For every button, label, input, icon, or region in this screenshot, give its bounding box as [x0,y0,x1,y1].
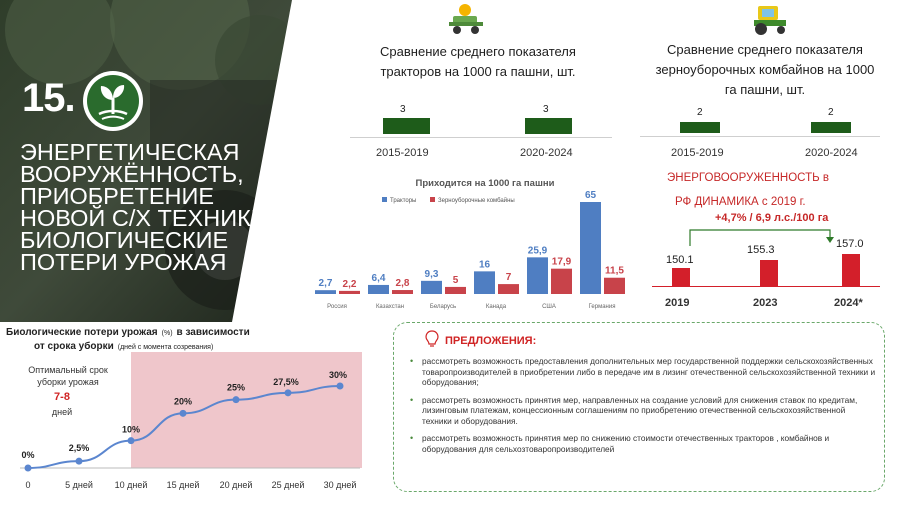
bullet-icon: • [410,356,414,366]
loss-point [128,437,135,444]
country-label: Казахстан [375,304,405,310]
loss-point [25,465,32,472]
slide-number: 15. [22,76,75,120]
combines-bar-2015 [680,122,720,133]
bar-combines [498,284,519,294]
loss-value-label: 10% [121,424,141,435]
combines-bar-2020 [811,122,851,133]
bar-value-label: 2,7 [318,278,333,290]
bar-combines [604,278,625,294]
energy-year-2023: 2023 [753,297,778,309]
tractor-icon [748,2,792,36]
bar-chart-title: Приходится на 1000 га пашни [415,178,555,189]
bar-combines [392,290,413,294]
loss-value-label: 2,5% [68,443,90,454]
loss-point [337,383,344,390]
bar-value-label: 16 [478,259,491,271]
energy-axis [652,286,880,287]
slide-title: ЭНЕРГЕТИЧЕСКАЯ ВООРУЖЁННОСТЬ, ПРИОБРЕТЕНИЕ НОВОЙ С/Х ТЕХНИКИ И БИОЛОГИЧЕСКИЕ ПОТЕРИ УРОЖАЯ [20,139,292,275]
country-label: Германия [588,304,616,310]
loss-title-line1: Биологические потери урожая (%) в зависимости [6,327,250,338]
bar-value-label: 65 [584,190,597,201]
optimal-term-range: 7-8 [54,391,70,403]
bar-value-label: 2,2 [342,278,357,290]
country-label: Россия [327,304,347,310]
crop-loss-line-chart [0,322,375,505]
bar-value-label: 6,4 [371,272,386,284]
energy-year-2024: 2024* [834,297,863,309]
energy-growth-label: +4,7% / 6,9 л.с./100 га [715,212,829,224]
title-panel [0,0,300,322]
bar-value-label: 5 [452,274,459,286]
bar-value-label: 7 [505,272,512,284]
bar-combines [339,291,360,294]
bar-value-label: 25,9 [527,245,548,257]
loss-value-label: 25% [226,382,246,393]
bar-combines [445,287,466,294]
lightbulb-icon [425,330,439,348]
tractors-value-2020: 3 [543,104,549,115]
combines-period-label-2020: 2020-2024 [805,147,858,159]
combine-harvester-icon [445,2,487,36]
energy-bar-2019 [672,268,690,286]
loss-point [233,396,240,403]
tractors-comparison-title: Сравнение среднего показателя тракторов на 1000 га пашни, шт. [380,44,576,79]
loss-x-tick-label: 30 дней [323,480,357,490]
bar-tractors [474,271,495,294]
country-label: Беларусь [429,304,457,310]
late-harvest-shaded-region [131,352,362,468]
tractors-period-label-2020: 2020-2024 [520,147,573,159]
bar-value-label: 2,8 [395,278,410,290]
country-label: США [542,304,556,310]
energy-bar-2023 [760,260,778,286]
combines-value-2020: 2 [828,107,834,118]
proposal-item: • рассмотреть возможность принятия мер, направленных на создание условий для снижения ставок по кредитам, лизинговым платежам, концессионным соглашениям по приобретению отечественной сельскохозяйственной техники и оборудования. [410,394,858,426]
energy-value-2024: 157.0 [836,238,864,250]
proposals-list [410,356,876,461]
loss-point [180,410,187,417]
bullet-icon: • [410,394,414,405]
optimal-term-line1: Оптимальный срок [28,365,108,375]
combines-value-2015: 2 [697,107,703,118]
energy-title-line2: РФ ДИНАМИКА с 2019 г. [675,196,806,208]
proposal-item: • рассмотреть возможность предоставления дополнительных мер государственной поддержки сельскохозяйственных товаропроизводителей в приобретении либо в передаче им в лизинг отечественной сельскохозяйственной техники и оборудования; [410,356,876,387]
loss-x-tick-label: 25 дней [271,480,305,490]
proposals-heading: ПРЕДЛОЖЕНИЯ: [445,335,537,347]
bar-value-label: 11,5 [605,265,624,277]
bar-combines [551,269,572,294]
proposal-item: • рассмотреть возможность принятия мер по снижению стоимости отечественных тракторов , комбайнов и оборудования для сельхозтоваропроизводителей [410,433,830,454]
country-label: Канада [485,304,507,310]
combines-axis [640,136,880,137]
bar-tractors [580,202,601,294]
bar-tractors [421,281,442,294]
loss-value-label: 27,5% [273,376,299,387]
tractors-bar-2015 [383,118,430,134]
bar-tractors [368,285,389,294]
loss-value-label: 20% [173,396,193,407]
combines-comparison-title: Сравнение среднего показателя зерноуборочных комбайнов на 1000 га пашни, шт. [655,42,875,97]
legend-label-combines: Зерноуборочные комбайны [438,198,515,204]
bullet-icon: • [410,433,414,443]
tractors-bar-2020 [525,118,572,134]
tractors-axis [350,137,612,138]
loss-x-tick-label: 10 дней [114,480,148,490]
bar-value-label: 17,9 [551,256,572,268]
loss-x-tick-label: 5 дней [65,480,93,490]
combines-period-label-2015: 2015-2019 [671,147,724,159]
loss-x-tick-label: 15 дней [166,480,200,490]
legend-swatch-tractors [382,197,387,202]
energy-year-2019: 2019 [665,297,690,309]
bar-tractors [315,290,336,294]
bar-value-label: 9,3 [424,268,439,280]
tractors-period-label-2015: 2015-2019 [376,147,429,159]
bar-tractors [527,257,548,294]
optimal-term-unit: дней [51,407,73,417]
sprout-logo-icon [82,70,144,132]
legend-swatch-combines [430,197,435,202]
optimal-term-line2: уборки урожая [37,377,99,387]
loss-title-line2: от срока уборки (дней с момента созревания) [34,341,214,352]
loss-point [285,389,292,396]
energy-bar-2024 [842,254,860,286]
energy-value-2023: 155.3 [747,244,775,256]
loss-point [76,458,83,465]
tractors-value-2015: 3 [400,104,406,115]
loss-value-label: 30% [328,370,348,380]
loss-x-tick-label: 20 дней [219,480,253,490]
country-bar-chart [310,170,632,315]
energy-value-2019: 150.1 [666,254,694,266]
loss-value-label: 0% [21,450,35,460]
energy-title-line1: ЭНЕРГОВООРУЖЕННОСТЬ в [667,172,829,184]
loss-x-tick-label: 0 [25,480,31,490]
legend-label-tractors: Тракторы [390,198,417,204]
